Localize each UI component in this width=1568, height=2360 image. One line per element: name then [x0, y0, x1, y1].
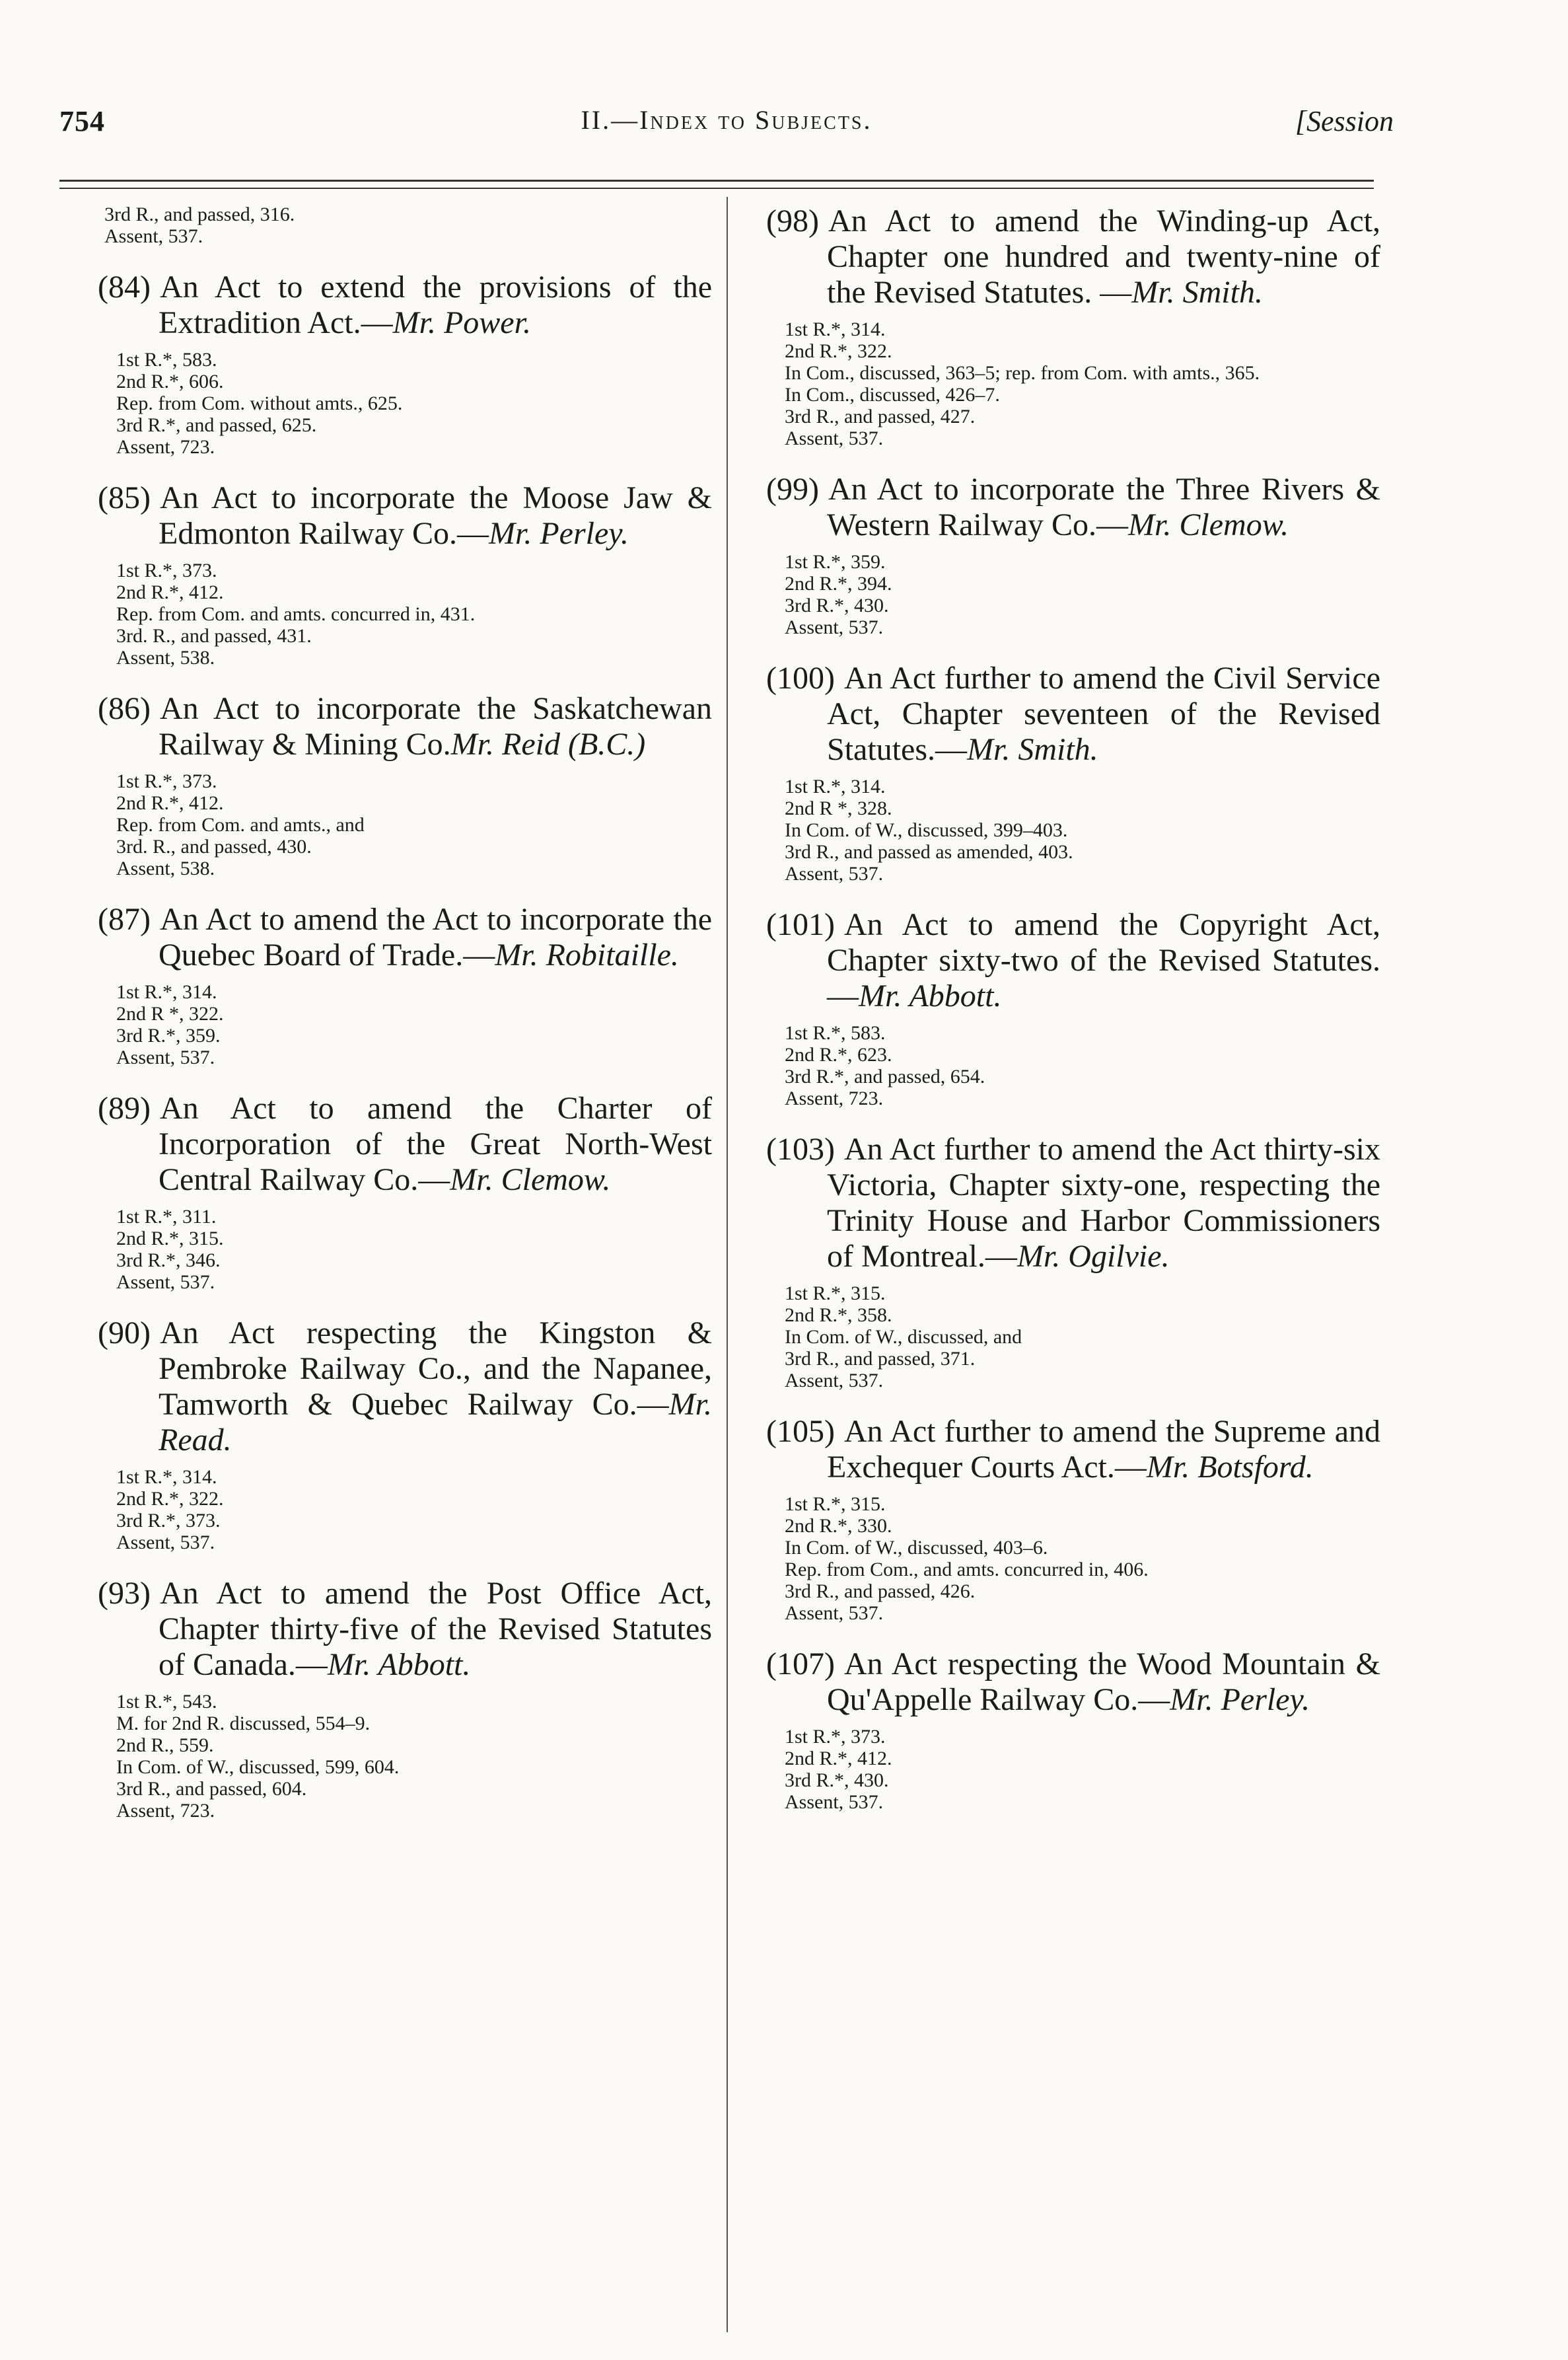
- bill-readings: [766, 1282, 1380, 1391]
- reading-item: 2nd R.*, 623.: [785, 1044, 892, 1066]
- right-column: [766, 203, 1380, 1835]
- reading-item: 2nd R.*, 322.: [785, 340, 892, 362]
- bill-description: An Act further to amend the Act thirty-six Victoria, Chapter sixty-one, respecting the Trinity House and Harbor Commissioners of Montreal.—: [827, 1132, 1380, 1274]
- reading-item: In Com. of W., discussed, 599, 604.: [116, 1756, 400, 1778]
- reading-item: 1st R.*, 311.: [116, 1206, 217, 1228]
- reading-item: Rep. from Com. and amts., and: [116, 814, 365, 836]
- bill-entry: [98, 691, 712, 879]
- reading-item: 3rd R., and passed, 371.: [785, 1348, 976, 1370]
- bill-entry: [766, 1414, 1380, 1624]
- page-number: 754: [59, 105, 105, 137]
- reading-item: 1st R.*, 315.: [785, 1493, 886, 1515]
- reading-item: In Com. of W., discussed, and: [785, 1326, 1022, 1348]
- reading-item: 2nd R.*, 358.: [785, 1304, 892, 1326]
- reading-item: 3rd R., and passed, 604.: [116, 1778, 307, 1800]
- bill-title: [766, 203, 1380, 311]
- reading-item: 3rd R.*, and passed, 625.: [116, 414, 317, 436]
- reading-item: 3rd R.*, 346.: [116, 1249, 221, 1271]
- bill-number: (86): [98, 691, 151, 726]
- bill-number: (85): [98, 480, 151, 515]
- reading-item: In Com. of W., discussed, 399–403.: [785, 819, 1068, 841]
- reading-item: 3rd R., and passed as amended, 403.: [785, 841, 1073, 863]
- bill-mover: Mr. Perley.: [488, 516, 629, 551]
- bill-description: An Act further to amend the Supreme and Exchequer Courts Act.—: [827, 1414, 1380, 1485]
- bill-title: [98, 480, 712, 552]
- bill-mover: Mr. Power.: [392, 305, 531, 340]
- bill-description: An Act to incorporate the Moose Jaw & Edmonton Railway Co.—: [159, 480, 712, 551]
- reading-item: 1st R.*, 583.: [116, 349, 217, 371]
- bill-entry: [766, 661, 1380, 885]
- reading-item: 1st R.*, 314.: [116, 1466, 217, 1488]
- reading-item: 2nd R.*, 330.: [785, 1515, 892, 1537]
- bill-mover: Mr. Reid (B.C.): [450, 727, 646, 762]
- bill-readings: [766, 551, 1380, 638]
- bill-title: [98, 691, 712, 762]
- continuation-items: [98, 203, 712, 247]
- bill-entry: [98, 902, 712, 1068]
- reading-item: 3rd R., and passed, 427.: [785, 406, 976, 427]
- reading-item: 2nd R.*, 412.: [785, 1748, 892, 1769]
- bill-mover: Mr. Clemow.: [1128, 507, 1289, 542]
- running-title: II.—Index to Subjects.: [581, 105, 873, 135]
- header-rule-secondary: [59, 188, 1374, 189]
- reading-item: 1st R.*, 373.: [785, 1726, 886, 1748]
- bill-number: (84): [98, 270, 151, 305]
- reading-item: 1st R.*, 373.: [116, 560, 217, 581]
- bill-entry: [766, 1132, 1380, 1391]
- bill-description: An Act respecting the Wood Mountain & Qu'Appelle Railway Co.—: [827, 1646, 1380, 1717]
- bill-mover: Mr. Robitaille.: [495, 938, 679, 973]
- reading-item: 2nd R.*, 412.: [116, 792, 224, 814]
- reading-item: Assent, 537.: [785, 1791, 884, 1813]
- reading-item: 2nd R.*, 315.: [116, 1228, 224, 1249]
- reading-item: 2nd R *, 322.: [116, 1003, 224, 1025]
- bill-readings: [766, 1493, 1380, 1624]
- reading-item: 3rd R., and passed, 316.: [104, 203, 295, 225]
- reading-item: Assent, 723.: [785, 1088, 884, 1109]
- reading-item: M. for 2nd R. discussed, 554–9.: [116, 1713, 371, 1734]
- bill-number: (100): [766, 661, 835, 696]
- bill-title: [98, 1315, 712, 1458]
- reading-item: Assent, 537.: [785, 1370, 884, 1391]
- reading-item: 1st R.*, 543.: [116, 1691, 217, 1713]
- bill-mover: Mr. Read.: [159, 1387, 712, 1457]
- reading-item: Assent, 538.: [116, 647, 215, 669]
- bill-number: (105): [766, 1414, 835, 1449]
- bill-description: An Act to incorporate the Saskatchewan Railway & Mining Co.: [159, 691, 712, 762]
- bill-mover: Mr. Smith.: [967, 732, 1098, 767]
- bill-readings: [98, 981, 712, 1068]
- bill-description: An Act respecting the Kingston & Pembroke Railway Co., and the Napanee, Tamworth & Quebec Railway Co.—: [159, 1315, 712, 1422]
- bill-title: [766, 1132, 1380, 1274]
- bill-readings: [98, 1466, 712, 1553]
- bill-mover: Mr. Abbott.: [327, 1647, 471, 1682]
- bill-title: [766, 1414, 1380, 1485]
- bill-mover: Mr. Abbott.: [859, 978, 1002, 1014]
- bill-title: [98, 1576, 712, 1683]
- reading-item: Assent, 537.: [785, 427, 884, 449]
- bill-entry: [766, 907, 1380, 1109]
- bill-number: (90): [98, 1315, 151, 1350]
- bill-number: (107): [766, 1646, 835, 1681]
- bill-title: [766, 661, 1380, 768]
- bill-readings: [766, 318, 1380, 449]
- bill-readings: [766, 1022, 1380, 1109]
- reading-item: Assent, 537.: [785, 616, 884, 638]
- reading-item: 1st R.*, 315.: [785, 1282, 886, 1304]
- bill-title: [98, 902, 712, 973]
- bill-description: An Act to amend the Post Office Act, Chapter thirty-five of the Revised Statutes of Canada.—: [159, 1576, 712, 1682]
- reading-item: Assent, 537.: [116, 1047, 215, 1068]
- reading-item: Assent, 723.: [116, 1800, 215, 1822]
- bill-number: (87): [98, 902, 151, 937]
- bill-mover: Mr. Botsford.: [1146, 1450, 1314, 1485]
- bill-description: An Act to amend the Act to incorporate the Quebec Board of Trade.—: [159, 902, 712, 973]
- reading-item: 1st R.*, 359.: [785, 551, 886, 573]
- bill-entry: [766, 1646, 1380, 1813]
- reading-item: 2nd R.*, 322.: [116, 1488, 224, 1510]
- bill-readings: [98, 560, 712, 669]
- reading-item: Rep. from Com. without amts., 625.: [116, 392, 403, 414]
- bill-title: [766, 1646, 1380, 1718]
- reading-item: 1st R.*, 373.: [116, 770, 217, 792]
- reading-item: Rep. from Com. and amts. concurred in, 431.: [116, 603, 476, 625]
- bill-entry: [98, 270, 712, 458]
- bill-number: (89): [98, 1091, 151, 1126]
- reading-item: Assent, 723.: [116, 436, 215, 458]
- reading-item: 2nd R *, 328.: [785, 797, 892, 819]
- bill-title: [766, 472, 1380, 543]
- bill-mover: Mr. Perley.: [1170, 1682, 1310, 1717]
- page-header: [59, 104, 1394, 151]
- column-divider: [727, 197, 728, 2332]
- reading-item: 3rd R.*, 373.: [116, 1510, 221, 1531]
- bill-entry: [766, 472, 1380, 638]
- bill-description: An Act to amend the Winding-up Act, Chapter one hundred and twenty-nine of the Revised Statutes. —: [827, 203, 1380, 310]
- reading-item: 2nd R., 559.: [116, 1734, 214, 1756]
- session-label: [Session: [1295, 105, 1394, 137]
- reading-item: 3rd R., and passed, 426.: [785, 1580, 976, 1602]
- reading-item: 3rd R.*, 430.: [785, 595, 889, 616]
- bill-number: (101): [766, 907, 835, 942]
- reading-item: Assent, 538.: [116, 858, 215, 879]
- reading-item: 2nd R.*, 412.: [116, 581, 224, 603]
- bill-readings: [766, 1726, 1380, 1813]
- reading-item: 2nd R.*, 606.: [116, 371, 224, 392]
- reading-item: 1st R.*, 583.: [785, 1022, 886, 1044]
- reading-item: 3rd. R., and passed, 431.: [116, 625, 312, 647]
- reading-item: Assent, 537.: [116, 1531, 215, 1553]
- reading-item: 3rd R.*, 430.: [785, 1769, 889, 1791]
- bill-readings: [98, 1206, 712, 1293]
- bill-entry: [98, 1576, 712, 1822]
- reading-item: In Com., discussed, 426–7.: [785, 384, 1000, 406]
- left-column: [98, 203, 712, 1844]
- bill-number: (103): [766, 1132, 835, 1167]
- bill-description: An Act further to amend the Civil Service Act, Chapter seventeen of the Revised Statutes.—: [827, 661, 1380, 767]
- reading-item: 1st R.*, 314.: [785, 318, 886, 340]
- bill-description: An Act to extend the provisions of the Extradition Act.—: [159, 270, 712, 340]
- reading-item: In Com. of W., discussed, 403–6.: [785, 1537, 1048, 1559]
- reading-item: Assent, 537.: [785, 1602, 884, 1624]
- bill-entry: [98, 1091, 712, 1293]
- bill-number: (99): [766, 472, 819, 507]
- reading-item: Assent, 537.: [785, 863, 884, 885]
- bill-number: (98): [766, 203, 819, 239]
- bill-readings: [766, 776, 1380, 885]
- bill-readings: [98, 349, 712, 458]
- reading-item: Rep. from Com., and amts. concurred in, 406.: [785, 1559, 1149, 1580]
- reading-item: 2nd R.*, 394.: [785, 573, 892, 595]
- bill-description: An Act to amend the Copyright Act, Chapter sixty-two of the Revised Statutes.—: [827, 907, 1380, 1014]
- bill-description: An Act to incorporate the Three Rivers & Western Railway Co.—: [827, 472, 1380, 542]
- header-rule: [59, 180, 1374, 182]
- bill-mover: Mr. Smith.: [1131, 275, 1263, 310]
- bill-entry: [98, 1315, 712, 1553]
- bill-readings: [98, 1691, 712, 1822]
- reading-item: 3rd R.*, 359.: [116, 1025, 221, 1047]
- bill-readings: [98, 770, 712, 879]
- reading-item: 1st R.*, 314.: [785, 776, 886, 797]
- reading-item: Assent, 537.: [116, 1271, 215, 1293]
- bill-description: An Act to amend the Charter of Incorporation of the Great North-West Central Railway Co.—: [159, 1091, 712, 1197]
- bill-title: [98, 270, 712, 341]
- reading-item: Assent, 537.: [104, 225, 203, 247]
- bill-entry: [766, 203, 1380, 449]
- reading-item: In Com., discussed, 363–5; rep. from Com. with amts., 365.: [785, 362, 1260, 384]
- reading-item: 1st R.*, 314.: [116, 981, 217, 1003]
- bill-mover: Mr. Ogilvie.: [1016, 1239, 1170, 1274]
- bill-entry: [98, 480, 712, 669]
- bill-number: (93): [98, 1576, 151, 1611]
- reading-item: 3rd R.*, and passed, 654.: [785, 1066, 985, 1088]
- bill-title: [766, 907, 1380, 1014]
- reading-item: 3rd. R., and passed, 430.: [116, 836, 312, 858]
- bill-title: [98, 1091, 712, 1198]
- bill-mover: Mr. Clemow.: [450, 1162, 611, 1197]
